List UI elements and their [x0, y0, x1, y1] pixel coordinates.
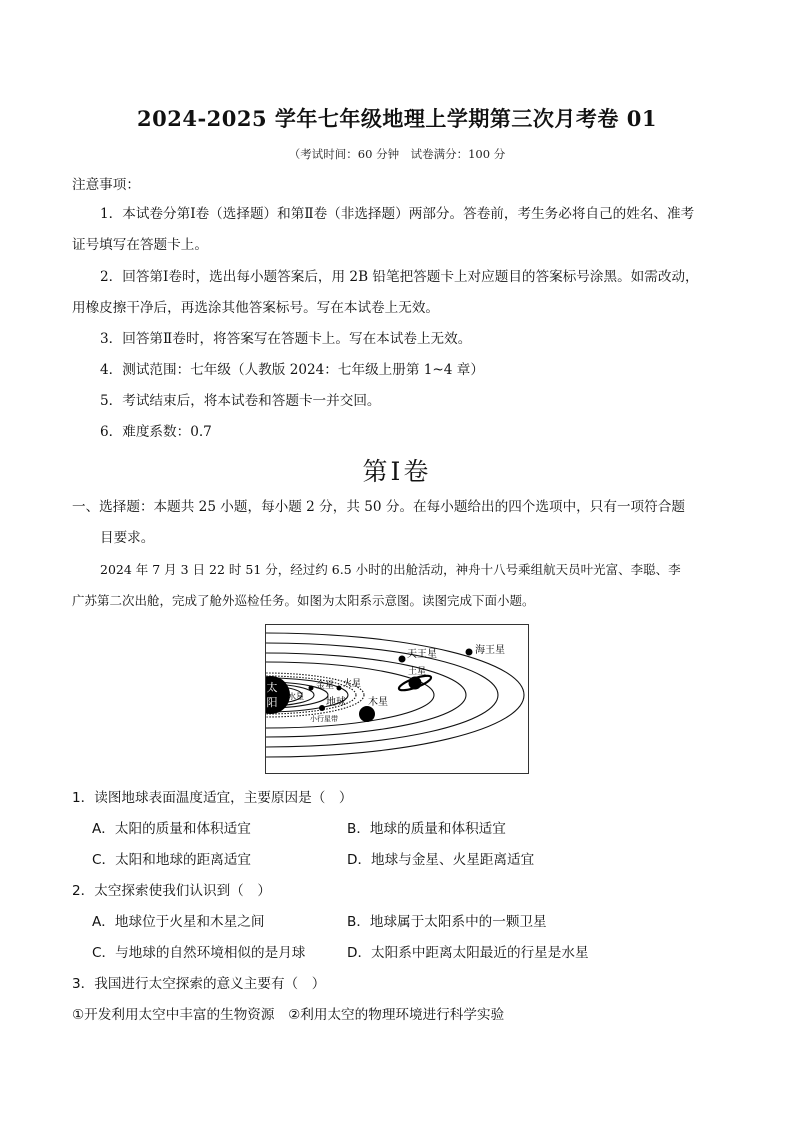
exam-title: 2024-2025 学年七年级地理上学期第三次月考卷 01 — [137, 106, 657, 131]
exam-subtitle: （考试时间：60 分钟 试卷满分：100 分 — [288, 147, 506, 161]
section-instruction: 一、选择题：本题共 25 小题，每小题 2 分，共 50 分。在每小题给出的四个选项中，只有一项符合题 — [72, 499, 685, 515]
note-item-1: 1．本试卷分第Ⅰ卷（选择题）和第Ⅱ卷（非选择题）两部分。答卷前，考生务必将自己的姓名、准考 — [100, 206, 695, 222]
question-2-option-b[interactable]: B．地球属于太阳系中的一颗卫星 — [347, 914, 547, 930]
venus-label: 金星 — [316, 681, 335, 691]
question-1-stem: 1．读图地球表面温度适宜，主要原因是（ ） — [72, 790, 353, 806]
passage-line-2: 广苏第二次出舱，完成了舱外巡检任务。如图为太阳系示意图。读图完成下面小题。 — [72, 593, 535, 608]
saturn-label: 土星 — [408, 667, 427, 677]
note-item-3: 3．回答第Ⅱ卷时，将答案写在答题卡上。写在本试卷上无效。 — [100, 331, 472, 347]
question-1-option-d[interactable]: D．地球与金星、火星距离适宜 — [347, 852, 535, 868]
passage-line-1: 2024 年 7 月 3 日 22 时 51 分，经过约 6.5 小时的出舱活动，神舟十八号乘组航天员叶光富、李聪、李 — [100, 562, 681, 577]
earth-label: 地球 — [326, 697, 346, 708]
uranus-label: 天王星 — [407, 649, 437, 660]
note-item-6: 6．难度系数：0.7 — [100, 424, 212, 440]
question-2-stem: 2．太空探索使我们认识到（ ） — [72, 883, 271, 899]
question-1-option-a[interactable]: A．太阳的质量和体积适宜 — [92, 821, 251, 837]
mars-icon — [337, 686, 342, 691]
earth-icon — [319, 705, 325, 711]
mercury-label: 水星 — [288, 692, 304, 701]
question-1-option-b[interactable]: B．地球的质量和体积适宜 — [347, 821, 506, 837]
question-2-option-d[interactable]: D．太阳系中距离太阳最近的行星是水星 — [347, 945, 589, 961]
note-item-1-cont: 证号填写在答题卡上。 — [72, 237, 208, 253]
question-1-option-c[interactable]: C．太阳和地球的距离适宜 — [92, 852, 252, 868]
jupiter-label: 木星 — [368, 697, 388, 708]
note-item-2-cont: 用橡皮擦干净后，再选涂其他答案标号。写在本试卷上无效。 — [72, 300, 440, 316]
sun-label-bottom: 阳 — [266, 696, 278, 709]
section-title: 第Ⅰ卷 — [362, 457, 432, 486]
asteroid-belt-label: 小行星带 — [310, 715, 338, 723]
question-2-option-c[interactable]: C．与地球的自然环境相似的是月球 — [92, 945, 306, 961]
notes-heading: 注意事项： — [72, 177, 140, 193]
note-item-2: 2．回答第Ⅰ卷时，选出每小题答案后，用 2B 铅笔把答题卡上对应题目的答案标号涂黑。如需改动， — [100, 269, 699, 285]
jupiter-icon — [359, 706, 375, 722]
uranus-icon — [399, 656, 406, 663]
solar-system-figure — [265, 624, 529, 774]
note-item-4: 4．测试范围：七年级（人教版 2024：七年级上册第 1~4 章） — [100, 362, 484, 378]
saturn-icon — [409, 677, 422, 690]
neptune-icon — [466, 649, 473, 656]
question-3-statements: ①开发利用太空中丰富的生物资源 ②利用太空的物理环境进行科学实验 — [72, 1007, 505, 1023]
venus-icon — [309, 686, 314, 691]
mars-label: 火星 — [343, 679, 362, 689]
section-instruction-cont: 目要求。 — [100, 530, 155, 546]
neptune-label: 海王星 — [475, 645, 505, 656]
sun-label-top: 太 — [266, 681, 278, 694]
note-item-5: 5．考试结束后，将本试卷和答题卡一并交回。 — [100, 393, 381, 409]
question-2-option-a[interactable]: A．地球位于火星和木星之间 — [92, 914, 265, 930]
question-3-stem: 3．我国进行太空探索的意义主要有（ ） — [72, 976, 326, 992]
